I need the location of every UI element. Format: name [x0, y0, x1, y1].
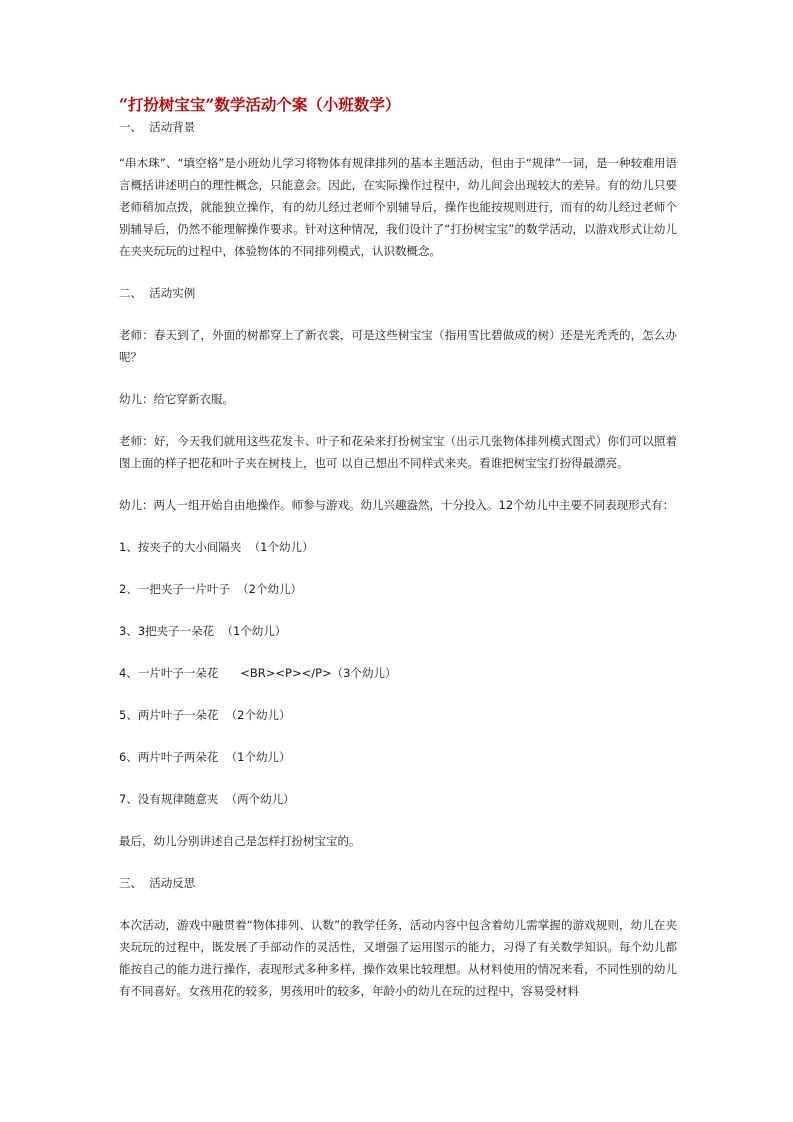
dialog-child-2: 幼儿：两人一组开始自由地操作。师参与游戏。幼儿兴趣盎然，十分投入。12个幼儿中主要不同表现形式有： — [119, 498, 675, 512]
section-heading-reflection: 三、 活动反思 — [119, 876, 196, 890]
list-item: 5、两片叶子一朵花 （2个幼儿） — [119, 708, 291, 722]
section-heading-example: 二、 活动实例 — [119, 286, 196, 300]
list-item: 3、3把夹子一朵花 （1个幼儿） — [119, 624, 287, 638]
background-paragraph: “串木珠”、“填空格”是小班幼儿学习将物体有规律排列的基本主题活动，但由于“规律”一词，是一种较难用语言概括讲述明白的理性概念，只能意会。因此，在实际操作过程中，幼儿间会出现较大的差异。有的幼儿只要老师稍加点拨，就能独立操作，有的幼儿经过老师个别辅导后，操作也能按规则进行，而有的幼儿经过老师个别辅导后，仍然不能理解操作要求。针对这种情况，我们设计了“打扮树宝宝”的数学活动，以游戏形式让幼儿在夹夹玩玩的过程中，体验物体的不同排列模式，认识数概念。 — [119, 156, 677, 258]
dialog-child-1: 幼儿：给它穿新衣服。 — [119, 392, 234, 406]
list-item: 4、一片叶子一朵花 <BR><P></P>（3个幼儿） — [119, 666, 397, 680]
dialog-teacher-1: 老师：春天到了，外面的树都穿上了新衣裳，可是这些树宝宝（指用雪比碧做成的树）还是光秃秃的，怎么办呢？ — [119, 328, 677, 364]
document-title: “打扮树宝宝”数学活动个案（小班数学） — [119, 95, 401, 114]
list-item: 6、两片叶子两朵花 （1个幼儿） — [119, 750, 291, 764]
list-item: 7、没有规律随意夹 （两个幼儿） — [119, 792, 295, 806]
closing-line: 最后，幼儿分别讲述自己是怎样打扮树宝宝的。 — [119, 834, 361, 848]
document-body — [119, 116, 677, 1002]
dialog-teacher-2: 老师：好，今天我们就用这些花发卡、叶子和花朵来打扮树宝宝（出示几张物体排列模式图式）你们可以照着图上面的样子把花和叶子夹在树枝上，也可 以自己想出不同样式来夹。看谁把树宝宝打扮得最漂亮。 — [119, 434, 677, 470]
list-item: 1、按夹子的大小间隔夹 （1个幼儿） — [119, 540, 314, 554]
list-item: 2、一把夹子一片叶子 （2个幼儿） — [119, 582, 302, 596]
reflection-paragraph: 本次活动，游戏中融贯着“物体排列、认数”的教学任务，活动内容中包含着幼儿需掌握的游戏规则，幼儿在夹夹玩玩的过程中，既发展了手部动作的灵活性，又增强了运用图示的能力，习得了有关数学知识。每个幼儿都能按自己的能力进行操作，表现形式多种多样，操作效果比较理想。从材料使用的情况来看，不同性别的幼儿有不同喜好。女孩用花的较多，男孩用叶的较多，年龄小的幼儿在玩的过程中，容易受材料 — [119, 918, 677, 998]
section-heading-background: 一、 活动背景 — [119, 120, 196, 134]
